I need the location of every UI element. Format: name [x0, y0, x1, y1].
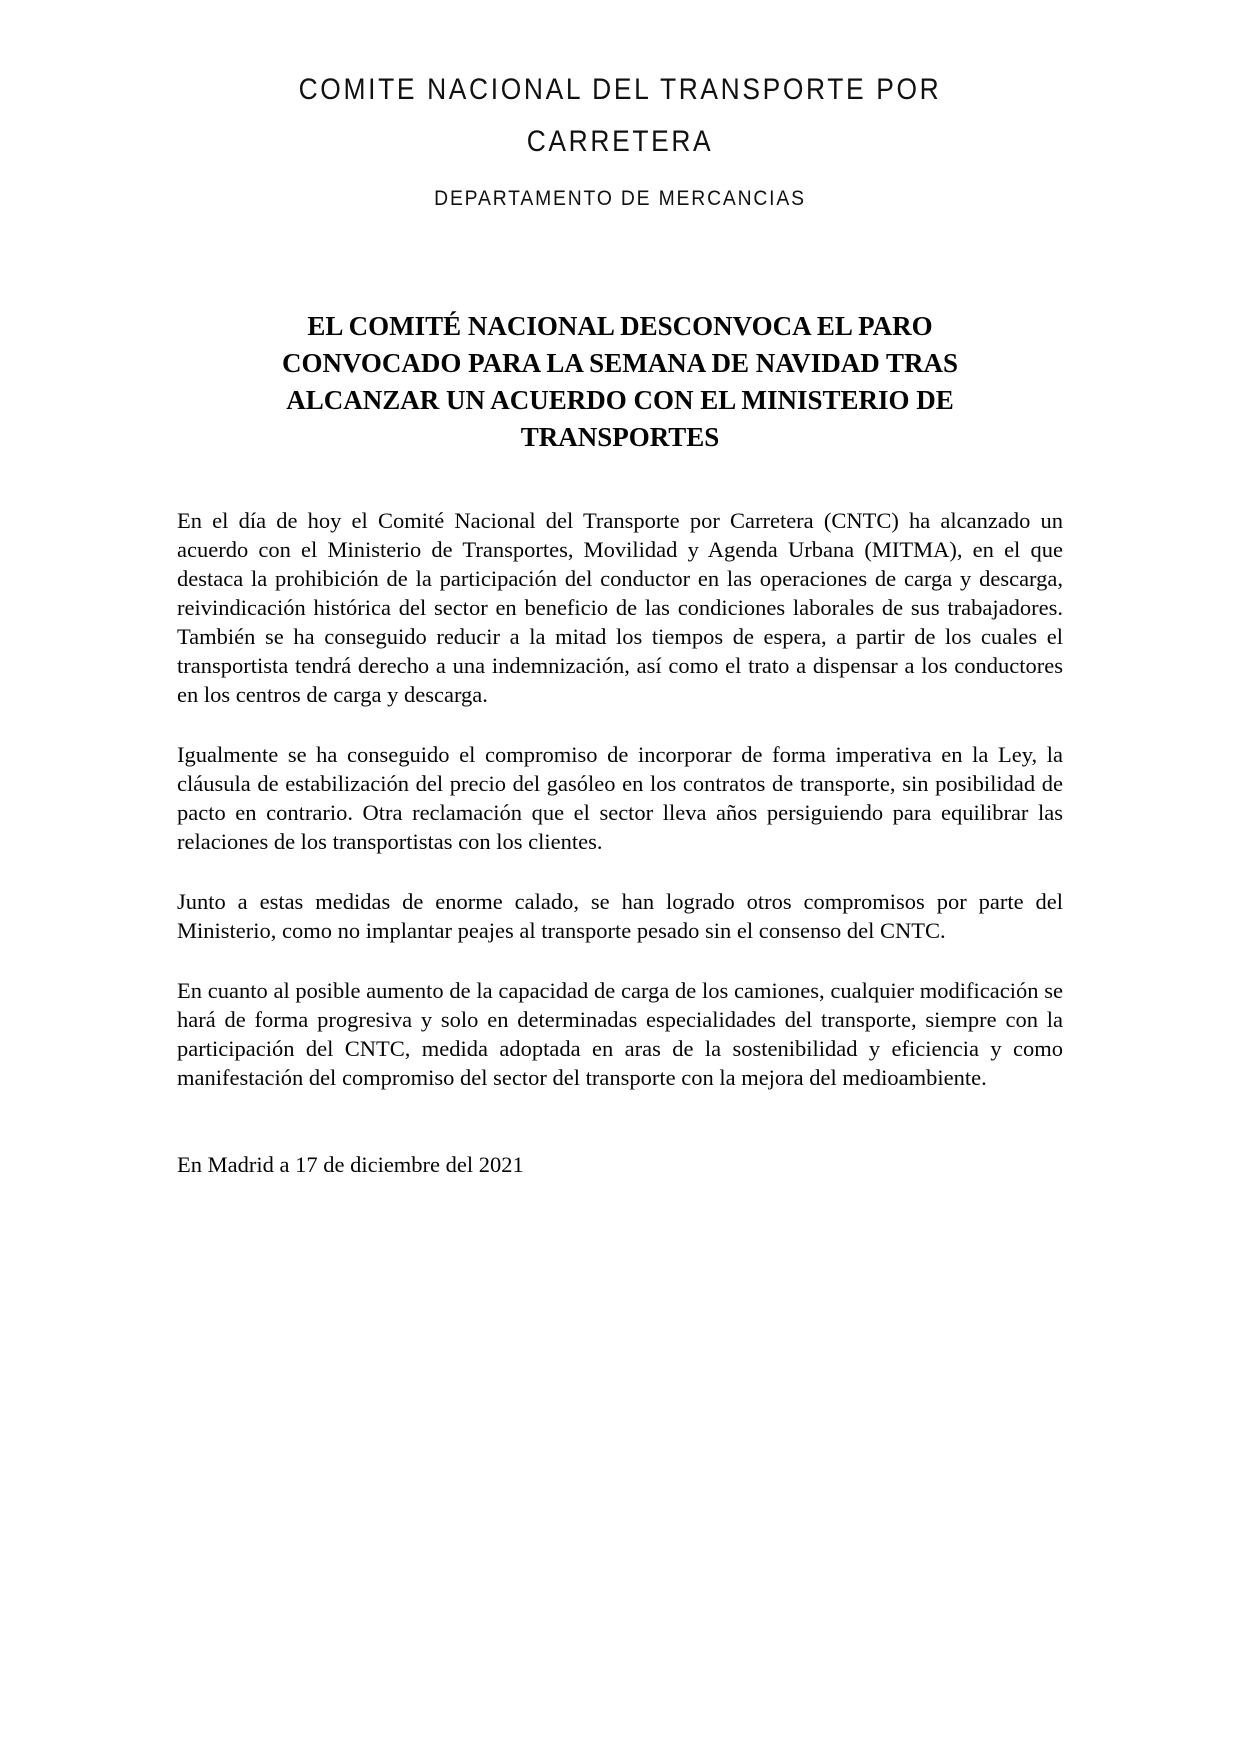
- dateline: En Madrid a 17 de diciembre del 2021: [177, 1152, 524, 1177]
- department-subtitle: DEPARTAMENTO DE MERCANCIAS: [434, 187, 806, 210]
- headline-line-3: ALCANZAR UN ACUERDO CON EL MINISTERIO DE: [286, 385, 954, 415]
- paragraph-load-capacity: En cuanto al posible aumento de la capacidad de carga de los camiones, cualquier modificación se hará de forma progresiva y solo en determinadas especialidades del transporte, siempre con la participación del CNTC, medida adoptada en aras de la sostenibilidad y eficiencia y como manifestación del compromiso del sector del transporte con la mejora del medioambiente.: [177, 978, 1063, 1090]
- headline-line-4: TRANSPORTES: [520, 422, 720, 452]
- document-headline: [177, 308, 1063, 456]
- organization-name-line-1: COMITE NACIONAL DEL TRANSPORTE POR: [298, 73, 942, 106]
- paragraph-tolls-commitment: Junto a estas medidas de enorme calado, se han logrado otros compromisos por parte del Ministerio, como no implantar peajes al transporte pesado sin el consenso del CNTC.: [177, 889, 1063, 943]
- organization-name-line-2: CARRETERA: [526, 125, 714, 158]
- document-body: [177, 506, 1063, 1092]
- letterhead: [177, 64, 1063, 212]
- paragraph-fuel-clause: Igualmente se ha conseguido el compromiso de incorporar de forma imperativa en la Ley, la cláusula de estabilización del precio del gasóleo en los contratos de transporte, sin posibilidad de pacto en contrario. Otra reclamación que el sector lleva años persiguiendo para equilibrar las relaciones de los transportistas con los clientes.: [177, 742, 1063, 854]
- headline-line-2: CONVOCADO PARA LA SEMANA DE NAVIDAD TRAS: [281, 348, 959, 378]
- headline-line-1: EL COMITÉ NACIONAL DESCONVOCA EL PARO: [307, 311, 933, 341]
- paragraph-agreement-summary: En el día de hoy el Comité Nacional del Transporte por Carretera (CNTC) ha alcanzado un acuerdo con el Ministerio de Transportes, Movilidad y Agenda Urbana (MITMA), en el que destaca la prohibición de la participación del conductor en las operaciones de carga y descarga, reivindicación histórica del sector en beneficio de las condiciones laborales de sus trabajadores. También se ha conseguido reducir a la mitad los tiempos de espera, a partir de los cuales el transportista tendrá derecho a una indemnización, así como el trato a dispensar a los conductores en los centros de carga y descarga.: [177, 508, 1063, 707]
